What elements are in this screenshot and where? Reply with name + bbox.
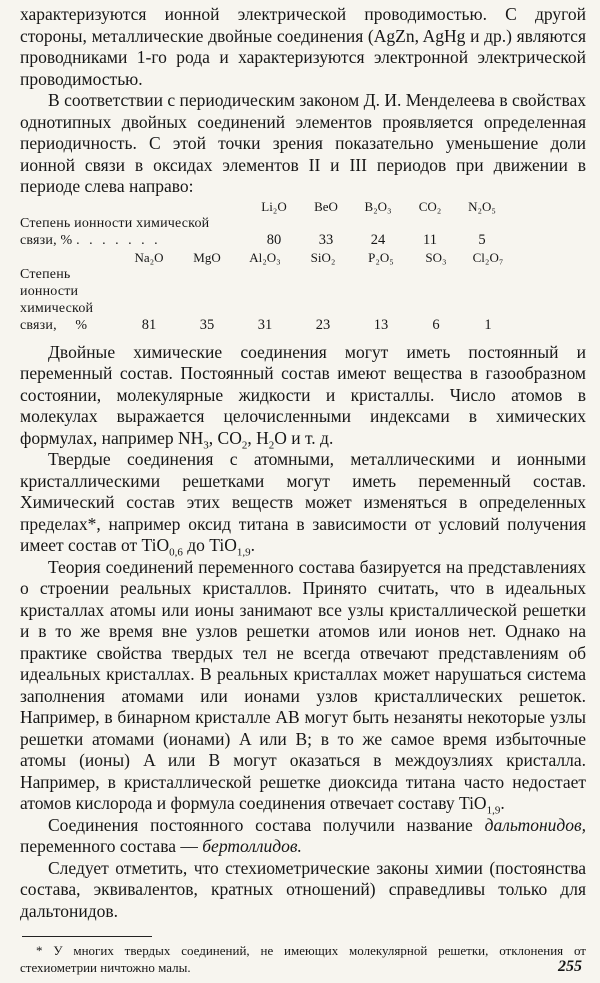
value-cell: 1 (484, 316, 492, 333)
formula-cell: P₂O₅ (368, 249, 394, 265)
formula-cell: BeO (314, 198, 338, 214)
ionicity-table-period-2 (20, 198, 508, 249)
formula-cell: CO₂ (418, 198, 442, 214)
value-cell: 6 (432, 316, 440, 333)
paragraph-2: В соответствии с периодическим законом Д. И. Менделеева в свойствах однотипных двойных соединений элементов проявляется определенная периодичность. С этой точки зрения показательно уменьшение доли ионной связи в оксидах элементов II и III периодов при движении в периоде слева направо: (20, 90, 586, 196)
paragraph-6: Соединения постоянного состава получили название дальтонидов, переменного состава — бертоллидов. (20, 814, 586, 856)
label-line: химической (20, 300, 94, 316)
table-row-label (20, 215, 248, 249)
formula-cell: B₂O₃ (364, 198, 392, 214)
formula-cell: Na₂O (134, 249, 164, 265)
paragraph-3: Двойные химические соединения могут иметь постоянный и переменный состав. Постоянный состав имеют вещества в газообразном состоянии, молекулярные жидкости и кристаллы. Число атомов в молекулах выражается целочисленными индексами в химических формулах, например $NH_3$, $CO_2$, $H_2O$ и т. д. (20, 341, 586, 451)
value-cell: 33 (318, 231, 334, 248)
formula-cell: N₂O₅ (468, 198, 496, 214)
label-line: Степень (20, 266, 71, 282)
label-line: ионности (20, 283, 79, 299)
page-number: 255 (558, 958, 582, 975)
page-body (20, 4, 586, 976)
formula-cell: MgO (193, 249, 221, 265)
paragraph-7: Следует отметить, что стехиометрические законы химии (постоянства состава, эквивалентов, кратных отношений) справедливы только для дальтонидов. (20, 857, 586, 921)
formula-cell: SiO₂ (310, 249, 336, 265)
table-row-label (20, 266, 120, 334)
value-cell: 23 (315, 316, 331, 333)
paragraph-5: Теория соединений переменного состава базируется на представлениях о строении реальных кристаллов. Принято считать, что в идеальных кристаллах атомы или ионы занимают все узлы кристаллической решетки и в то же время вне узлов решетки атомов или ионов нет. Однако на практике свойства твердых тел не всегда отвечают представлениям об идеальных кристаллах. В реальных кристаллах может нарушаться система заполнения атомами или ионами узлов кристаллических решеток. Например, в бинарном кристалле AB могут быть незаняты некоторые узлы решетки атомами (ионами) A или B; в то же самое время избыточные атомы (ионы) A или B могут оказаться в междоузлиях кристалла. Например, в кристаллической решетке диоксида титана часто недостает атомов кислорода и формула соединения отвечает составу TiO$_{1,9}$. (20, 556, 586, 817)
formula-cell: Al₂O₃ (249, 249, 281, 265)
ionicity-table-period-3 (20, 249, 514, 334)
value-cell: 80 (266, 231, 282, 248)
paragraph-4: Твердые соединения с атомными, металлическими и ионными кристаллическими решетками могут иметь переменный состав. Химический состав этих веществ может изменяться в определенных пределах*, например оксид титана в зависимости от условий получения имеет состав от TiO$_{0,6}$ до TiO$_{1,9}$. (20, 449, 586, 559)
footnote: * У многих твердых соединений, не имеющих молекулярной решетки, отклонения от стехиометрии ничтожно малы. (20, 943, 586, 975)
value-cell: 31 (257, 316, 273, 333)
formula-cell: Cl₂O₇ (472, 249, 504, 265)
value-cell: 24 (370, 231, 386, 248)
paragraph-1: характеризуются ионной электрической проводимостью. С другой стороны, металлические двойные соединения (AgZn, AgHg и др.) являются проводниками 1-го рода и характеризуются электронной электрической проводимостью. (20, 4, 586, 89)
formula-cell: Li₂O (261, 198, 287, 214)
value-cell: 11 (423, 231, 437, 248)
value-cell: 5 (478, 231, 486, 248)
value-cell: 81 (141, 316, 157, 333)
label-line: связи, % (20, 317, 88, 333)
label-line: Степень ионности химической (20, 215, 210, 231)
value-cell: 13 (373, 316, 389, 333)
formula-cell: SO₃ (425, 249, 447, 265)
leader-dots: . . . . . . . (76, 232, 161, 248)
footnote-divider (22, 936, 152, 937)
label-line: связи, % . . . . . . . (20, 232, 161, 248)
value-cell: 35 (199, 316, 215, 333)
